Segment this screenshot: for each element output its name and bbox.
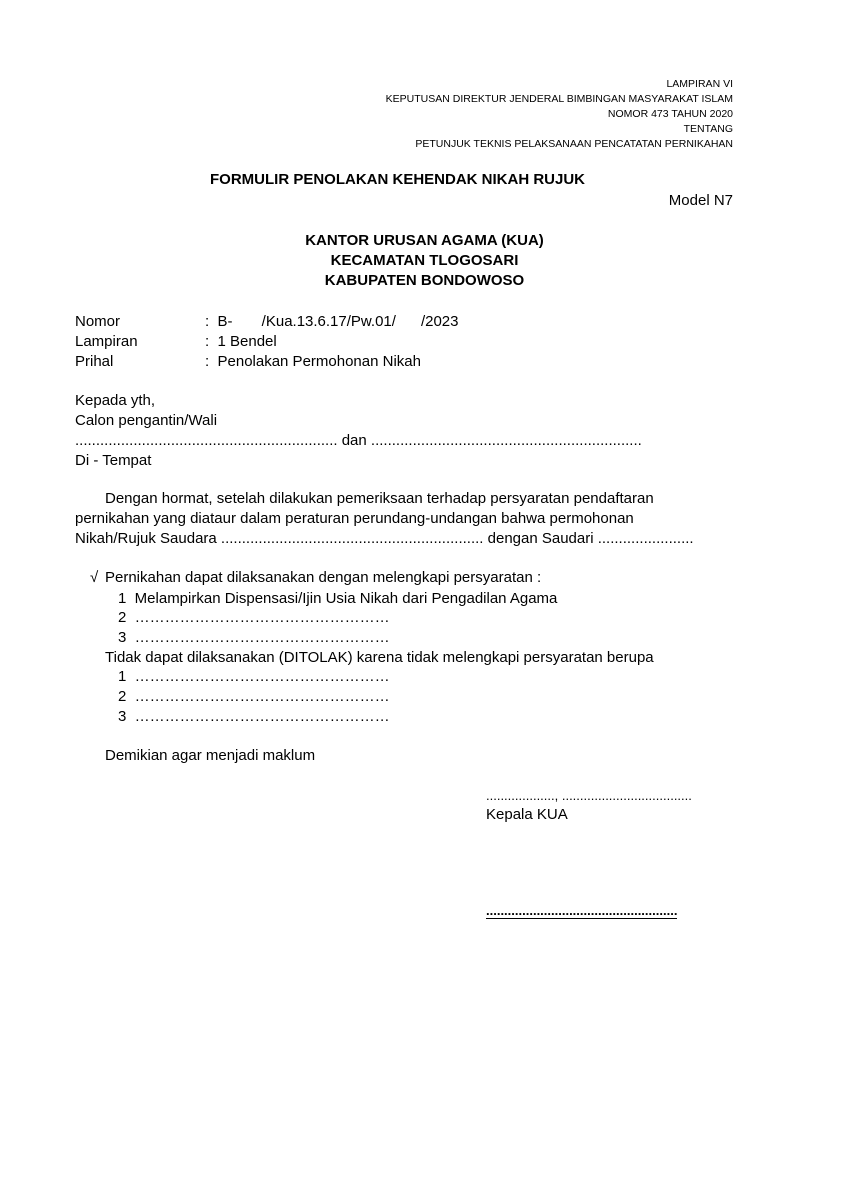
recipient-greeting: Kepada yth, xyxy=(75,392,156,409)
list-heading-accepted: Pernikahan dapat dilaksanakan dengan melengkapi persyaratan : xyxy=(105,569,542,586)
signature-title: Kepala KUA xyxy=(486,806,568,823)
body-line-1: Dengan hormat, setelah dilakukan pemeriksaan terhadap persyaratan pendaftaran xyxy=(105,490,654,507)
model-label: Model N7 xyxy=(668,192,733,209)
lampiran-value: : 1 Bendel xyxy=(205,333,277,350)
form-title: FORMULIR PENOLAKAN KEHENDAK NIKAH RUJUK xyxy=(210,171,585,188)
office-line-3: KABUPATEN BONDOWOSO xyxy=(324,272,525,289)
list-heading-rejected: Tidak dapat dilaksanakan (DITOLAK) karena tidak melengkapi persyaratan berupa xyxy=(105,649,654,666)
list-item-accepted-3: 3 …………………………………………… xyxy=(118,629,390,646)
header-lampiran: LAMPIRAN VI xyxy=(666,78,733,90)
check-mark: √ xyxy=(90,569,99,586)
list-item-accepted-1: 1 Melampirkan Dispensasi/Ijin Usia Nikah dari Pengadilan Agama xyxy=(118,590,558,607)
recipient-place: Di - Tempat xyxy=(75,452,152,469)
header-tentang: TENTANG xyxy=(683,123,733,135)
body-line-2: pernikahan yang diataur dalam peraturan perundang-undangan bahwa permohonan xyxy=(75,510,634,527)
list-item-rejected-3: 3 …………………………………………… xyxy=(118,708,390,725)
body-line-3: Nikah/Rujuk Saudara ............................................................... dengan Saudari ....................... xyxy=(75,530,694,547)
office-line-1: KANTOR URUSAN AGAMA (KUA) xyxy=(305,232,544,249)
header-keputusan: KEPUTUSAN DIREKTUR JENDERAL BIMBINGAN MASYARAKAT ISLAM xyxy=(385,93,733,105)
list-item-accepted-2: 2 …………………………………………… xyxy=(118,609,390,626)
office-line-2: KECAMATAN TLOGOSARI xyxy=(330,252,519,269)
header-petunjuk: PETUNJUK TEKNIS PELAKSANAAN PENCATATAN PERNIKAHAN xyxy=(415,138,733,150)
signature-place-date: ..................., .................................... xyxy=(486,788,692,803)
list-item-rejected-1: 1 …………………………………………… xyxy=(118,668,390,685)
lampiran-label: Lampiran xyxy=(75,333,138,350)
prihal-label: Prihal xyxy=(75,353,114,370)
prihal-value: : Penolakan Permohonan Nikah xyxy=(205,353,421,370)
closing-text: Demikian agar menjadi maklum xyxy=(105,747,316,764)
nomor-label: Nomor xyxy=(75,313,121,330)
header-nomor: NOMOR 473 TAHUN 2020 xyxy=(607,108,733,120)
recipient-calon: Calon pengantin/Wali xyxy=(75,412,218,429)
list-item-rejected-2: 2 …………………………………………… xyxy=(118,688,390,705)
nomor-value: : B- /Kua.13.6.17/Pw.01/ /2023 xyxy=(205,313,459,330)
signature-name-line: ..................................................... xyxy=(486,903,678,918)
recipient-names: ............................................................... dan ................................................................. xyxy=(75,432,642,449)
